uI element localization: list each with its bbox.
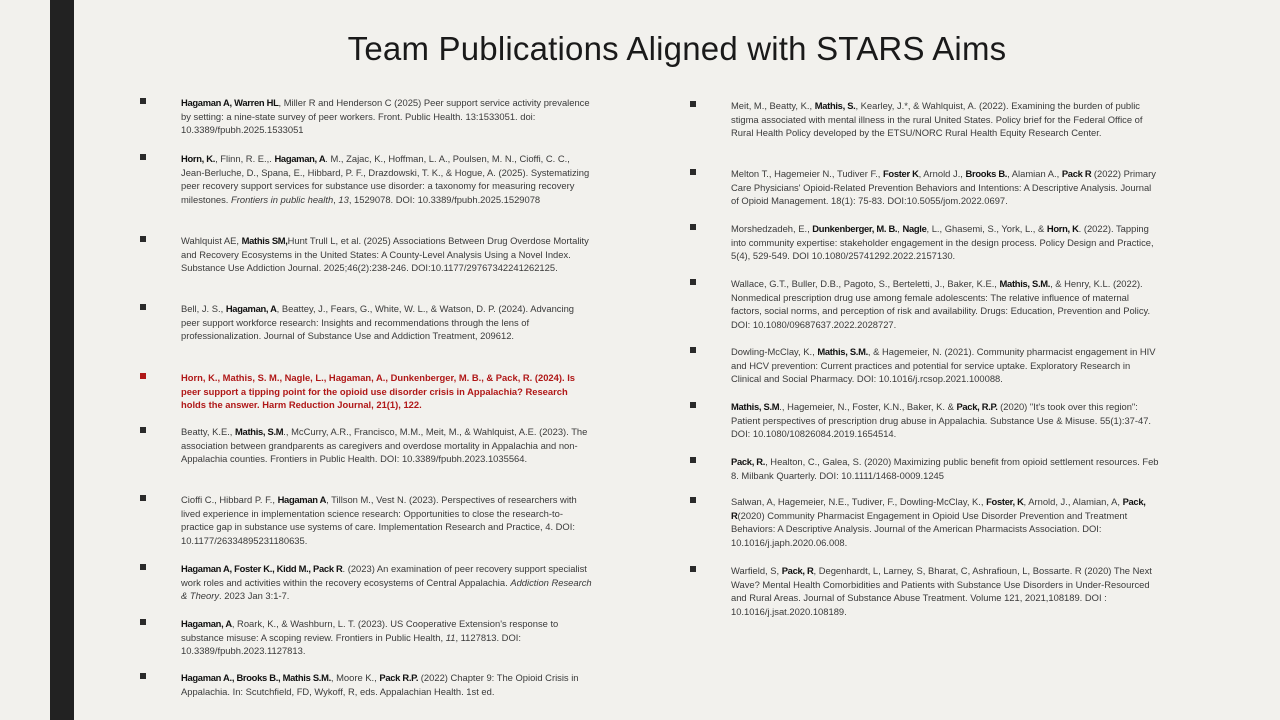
- author-highlight: Brooks B.: [965, 168, 1008, 179]
- square-bullet-icon: [140, 619, 146, 625]
- author-highlight: Mathis, S.M.: [999, 278, 1051, 289]
- citation-text: 11: [445, 631, 456, 643]
- citation-text: 13: [338, 193, 349, 205]
- author-highlight: Hagaman, A: [225, 303, 277, 314]
- citation-text: Wahlquist AE,: [181, 235, 242, 246]
- author-highlight: Dunkenberger, M. B.: [812, 223, 898, 234]
- author-highlight: Pack R: [1061, 168, 1092, 179]
- author-highlight: Mathis, S.M: [731, 401, 780, 412]
- citation-text: ,: [897, 223, 903, 234]
- reference-entry: [690, 400, 1160, 441]
- author-highlight: Horn, K.: [181, 153, 216, 164]
- author-highlight: Foster, K: [986, 496, 1024, 507]
- square-bullet-icon: [690, 566, 696, 572]
- square-bullet-icon: [690, 224, 696, 230]
- citation-text: . (2022). Tapping into community expertise: stakeholder engagement in the design process. Policy Design and Practice, 5(4), 529-549. DOI 10.1080/25741292.2022.2157130.: [731, 223, 1154, 262]
- square-bullet-icon: [690, 457, 696, 463]
- square-bullet-icon: [690, 402, 696, 408]
- citation-text: Warfield, S,: [731, 565, 782, 576]
- citation-text: , Arnold J.,: [918, 168, 966, 179]
- author-highlight: Pack, R: [781, 565, 814, 576]
- citation-text: , Degenhardt, L, Larney, S, Bharat, C, Ashrafioun, L, Bossarte. R (2020) The Next Wave? Mental Health Comorbidities and Patients with Substance Use Disorders in Under-Resourced and Rural Areas. Journal of Substance Abuse Treatment. Volume 121, 2021,108189. DOI : 10.1016/j.jsat.2020.108189.: [731, 565, 1152, 617]
- author-highlight: Hagaman A, Foster K., Kidd M., Pack R: [181, 563, 343, 574]
- citation-text: , Roark, K., & Washburn, L. T. (2023). US Cooperative Extension's response to substance misuse: A scoping review. Frontiers in Public Health,: [181, 618, 559, 643]
- citation-text: ., McCurry, A.R., Francisco, M.M., Meit, M., & Wahlquist, A.E. (2023). The association between grandparents as caregivers and overdose mortality in Appalachia and non-Appalachia counties. Frontiers in Public Health. DOI: 10.3389/fpubh.2023.1035564.: [181, 426, 588, 465]
- reference-entry: [140, 425, 595, 466]
- square-bullet-icon: [140, 495, 146, 501]
- author-highlight: Hagaman A, Warren HL: [181, 97, 279, 108]
- citation-text: (2022) Primary Care Physicians' Opioid-Related Prevention Behaviors and Intentions: A Descriptive Analysis. Journal of Opioid Management. 18(1): 75-83. DOI:10.5055/jom.2022.0697.: [731, 168, 1156, 207]
- citation-text: . (2023) An examination of peer recovery support specialist work roles and activities within the recovery ecosystems of Central Appalachia.: [181, 563, 587, 588]
- citation-text: , Arnold, J., Alamian, A,: [1023, 496, 1123, 507]
- square-bullet-icon: [140, 236, 146, 242]
- left-accent-bar: [50, 0, 74, 720]
- citation-text: , & Hagemeier, N. (2021). Community pharmacist engagement in HIV and HCV prevention: Current practices and potential for service uptake. Exploratory Research in Clinical and Social Pharmacy. DOI: 10.1016/j.rcsop.2021.100088.: [731, 346, 1156, 385]
- square-bullet-icon: [140, 673, 146, 679]
- citation-text: Bell, J. S.,: [181, 303, 226, 314]
- reference-entry: [690, 99, 1160, 140]
- reference-entry: [140, 617, 595, 658]
- reference-entry: [140, 234, 595, 275]
- citation-text: , Kearley, J.*, & Wahlquist, A. (2022). Examining the burden of public stigma associated with mental illness in the rural United States. Policy brief for the Federal Office of Rural Health Policy developed by the ETSU/NORC Rural Health Equity Research Center.: [731, 100, 1143, 139]
- citation-text: (2020) "It's took over this region": Patient perspectives of prescription drug abuse in Appalachia. Substance Use & Misuse. 55(1):37-47. DOI: 10.1080/10826084.2019.1654514.: [731, 401, 1152, 440]
- citation-text: Salwan, A, Hagemeier, N.E., Tudiver, F., Dowling-McClay, K.,: [731, 496, 987, 507]
- citation-text: , 1127813. DOI: 10.3389/fpubh.2023.1127813.: [181, 631, 521, 657]
- slide-title: Team Publications Aligned with STARS Aims: [347, 30, 1007, 67]
- reference-entry: [690, 564, 1160, 618]
- author-highlight: Hagaman A: [277, 494, 327, 505]
- author-highlight: Nagle: [902, 223, 927, 234]
- citation-text: Meit, M., Beatty, K.,: [731, 100, 815, 111]
- square-bullet-icon: [140, 373, 146, 379]
- citation-text: , Moore K.,: [330, 672, 380, 683]
- reference-entry: [690, 277, 1160, 331]
- citation-text: , 1529078. DOI: 10.3389/fpubh.2025.1529078: [348, 193, 541, 205]
- author-highlight: Mathis SM,: [241, 235, 288, 246]
- citation-text: , Alamian A.,: [1007, 168, 1062, 179]
- citation-text: Melton T., Hagemeier N., Tudiver F.,: [731, 168, 883, 179]
- citation-text: . 2023 Jan 3:1-7.: [219, 590, 290, 602]
- citation-text: , L., Ghasemi, S., York, L., &: [926, 223, 1047, 234]
- citation-text: , Beattey, J., Fears, G., White, W. L., & Watson, D. P. (2024). Advancing peer support workforce research: Insights and recommendations through the lens of professionalization. Journal of Substance Use and Addiction Treatment, 209612.: [181, 303, 574, 342]
- square-bullet-icon: [140, 564, 146, 570]
- author-highlight: Pack, R.P.: [956, 401, 998, 412]
- citation-text: Beatty, K.E.,: [181, 426, 236, 437]
- author-highlight: Hagaman, A: [181, 618, 232, 629]
- citation-text: , Miller R and Henderson C (2025) Peer support service activity prevalence by setting: a nine-state survey of peer workers. Front. Public Health. 13:1533051. doi: 10.3389/fpubh.2025.1533051: [181, 97, 590, 136]
- square-bullet-icon: [140, 154, 146, 160]
- author-highlight: Hagaman, A: [274, 153, 326, 164]
- square-bullet-icon: [140, 427, 146, 433]
- citation-text: (2022) Chapter 9: The Opioid Crisis in Appalachia. In: Scutchfield, FD, Wykoff, R, eds. Appalachian Health. 1st ed.: [181, 672, 579, 697]
- square-bullet-icon: [690, 347, 696, 353]
- reference-entry: [690, 495, 1160, 549]
- square-bullet-icon: [690, 169, 696, 175]
- author-highlight: Foster K: [882, 168, 919, 179]
- reference-entry: [140, 493, 595, 547]
- citation-text: Dowling-McClay, K.,: [731, 346, 818, 357]
- citation-text: Cioffi C., Hibbard P. F.,: [181, 494, 278, 505]
- reference-entry: [140, 671, 595, 698]
- author-highlight: Pack, R.: [731, 456, 766, 467]
- citation-text: Morshedzadeh, E.,: [731, 223, 813, 234]
- citation-text: , Healton, C., Galea, S. (2020) Maximizing public benefit from opioid settlement resources. Feb 8. Milbank Quarterly. DOI: 10.1111/1468-0009.1245: [731, 456, 1159, 481]
- reference-entry: [140, 152, 595, 206]
- citation-text: Hunt Trull L, et al. (2025) Associations Between Drug Overdose Mortality and Recovery Ecosystems in the United States: A County-Level Analysis Using a Novel Index. Substance Use Addiction Journal. 2025;46(2):238-246. DOI:10.1177/29767342241262125.: [181, 235, 589, 274]
- citation-text: , & Henry, K.L. (2022). Nonmedical prescription drug use among female adolescents: The relative influence of maternal factors, social norms, and perception of risk and availability. Drugs: Education, Prevention and Policy. DOI: 10.1080/09687637.2022.2028727.: [731, 278, 1151, 330]
- author-highlight: Pack, R: [731, 496, 1146, 521]
- square-bullet-icon: [140, 304, 146, 310]
- citation-text: , Flinn, R. E.,.: [215, 153, 275, 164]
- citation-text: Wallace, G.T., Buller, D.B., Pagoto, S., Berteletti, J., Baker, K.E.,: [731, 278, 1000, 289]
- citation-text: ,: [333, 193, 339, 205]
- author-highlight: Mathis, S.M: [235, 426, 284, 437]
- reference-entry: [140, 371, 595, 412]
- reference-entry: [140, 302, 595, 343]
- citation-text: (2020) Community Pharmacist Engagement in Opioid Use Disorder Prevention and Treatment Behaviors: A Descriptive Analysis. Journal of the American Pharmacists Association. DOI: 10.1016/j.japh.2020.06.008.: [731, 509, 1128, 548]
- square-bullet-icon: [140, 98, 146, 104]
- square-bullet-icon: [690, 101, 696, 107]
- author-highlight: Hagaman A., Brooks B., Mathis S.M.: [181, 672, 331, 683]
- citation-text: . M., Zajac, K., Hoffman, L. A., Poulsen, M. N., Cioffi, C. C., Jean-Berluche, D., Spana, E., Hibbard, P. F., Drazdowski, T. K., & Hogue, A. (2025). Systematizing peer recovery support services for substance use disorder: a taxonomy for measuring recovery milestones.: [181, 153, 590, 205]
- reference-entry: [140, 562, 595, 603]
- reference-entry: [690, 455, 1160, 482]
- citation-text: Horn, K., Mathis, S. M., Nagle, L., Hagaman, A., Dunkenberger, M. B., & Pack, R. (2024). Is peer support a tipping point for the opioid use disorder crisis in Appalachia? Research holds the answer. Harm Reduction Journal, 21(1), 122.: [181, 372, 576, 411]
- citation-text: , Tillson M., Vest N. (2023). Perspectives of researchers with lived experience in implementation science research: Opportunities to close the research-to-practice gap in substance use systems of care. Implementation Research and Practice, 4. DOI: 10.1177/26334895231180635.: [181, 494, 577, 546]
- reference-entry: [140, 96, 595, 137]
- reference-entry: [690, 222, 1160, 263]
- citation-text: Frontiers in public health: [231, 193, 334, 205]
- square-bullet-icon: [690, 497, 696, 503]
- author-highlight: Horn, K: [1046, 223, 1079, 234]
- reference-entry: [690, 345, 1160, 386]
- author-highlight: Pack R.P.: [379, 672, 419, 683]
- citation-text: ., Hagemeier, N., Foster, K.N., Baker, K. &: [779, 401, 957, 412]
- author-highlight: Mathis, S.: [814, 100, 856, 111]
- square-bullet-icon: [690, 279, 696, 285]
- citation-text: Addiction Research & Theory: [181, 576, 592, 602]
- reference-entry: [690, 167, 1160, 208]
- author-highlight: Mathis, S.M.: [817, 346, 868, 357]
